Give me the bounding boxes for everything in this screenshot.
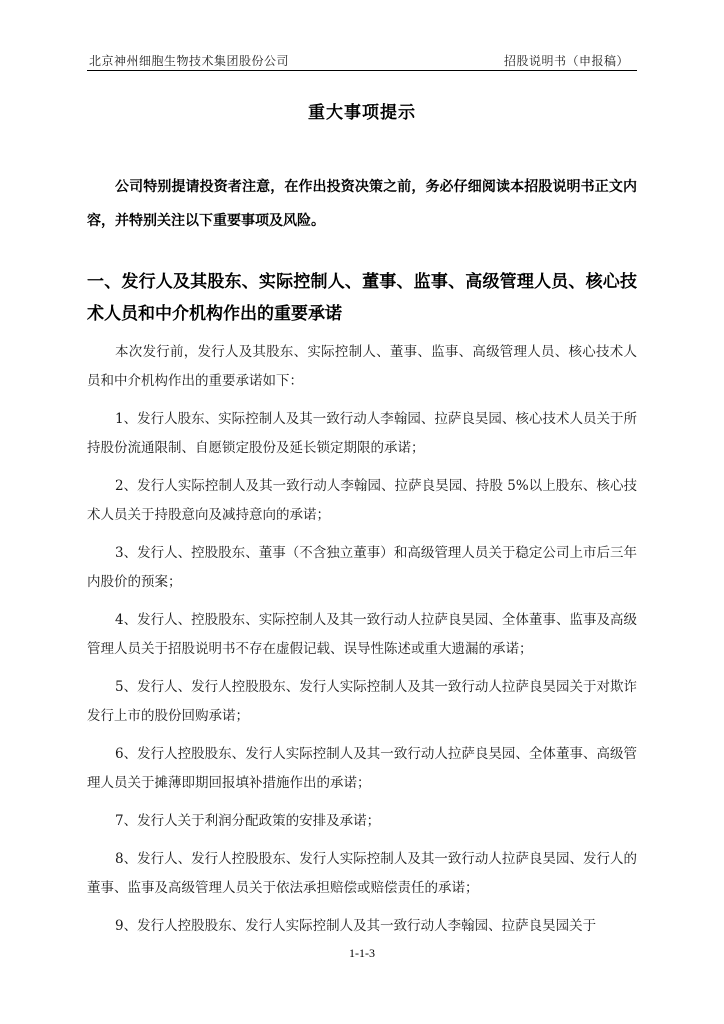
page-title: 重大事项提示 bbox=[308, 103, 416, 123]
list-item: 2、发行人实际控制人及其一致行动人李翰园、拉萨良昊园、持股 5%以上股东、核心技术人员关于持股意向及减持意向的承诺； bbox=[87, 478, 637, 523]
page-number: 1-1-3 bbox=[349, 946, 375, 960]
section-intro-paragraph: 本次发行前，发行人及其股东、实际控制人、董事、监事、高级管理人员、核心技术人员和中介机构作出的重要承诺如下： bbox=[87, 344, 637, 389]
list-item: 4、发行人、控股股东、实际控制人及其一致行动人拉萨良昊园、全体董事、监事及高级管理人员关于招股说明书不存在虚假记载、误导性陈述或重大遗漏的承诺； bbox=[87, 612, 637, 657]
list-item: 9、发行人控股股东、发行人实际控制人及其一致行动人李翰园、拉萨良昊园关于 bbox=[115, 918, 597, 934]
commitments-list bbox=[87, 338, 637, 950]
list-item: 5、发行人、发行人控股股东、发行人实际控制人及其一致行动人拉萨良昊园关于对欺诈发行上市的股份回购承诺； bbox=[87, 679, 637, 724]
list-item: 1、发行人股东、实际控制人及其一致行动人李翰园、拉萨良昊园、核心技术人员关于所持股份流通限制、自愿锁定股份及延长锁定期限的承诺； bbox=[87, 411, 637, 456]
list-item: 3、发行人、控股股东、董事（不含独立董事）和高级管理人员关于稳定公司上市后三年内股价的预案； bbox=[87, 545, 637, 590]
section-heading: 一、发行人及其股东、实际控制人、董事、监事、高级管理人员、核心技术人员和中介机构作出的重要承诺 bbox=[87, 272, 637, 324]
list-item: 7、发行人关于利润分配政策的安排及承诺； bbox=[115, 813, 381, 829]
header-company-name: 北京神州细胞生物技术集团股份公司 bbox=[89, 54, 290, 68]
list-item: 8、发行人、发行人控股股东、发行人实际控制人及其一致行动人拉萨良昊园、发行人的董事、监事及高级管理人员关于依法承担赔偿或赔偿责任的承诺； bbox=[87, 851, 637, 896]
page-header bbox=[87, 52, 637, 71]
list-item: 6、发行人控股股东、发行人实际控制人及其一致行动人拉萨良昊园、全体董事、高级管理人员关于摊薄即期回报填补措施作出的承诺； bbox=[87, 746, 637, 791]
intro-paragraph: 公司特别提请投资者注意，在作出投资决策之前，务必仔细阅读本招股说明书正文内容，并特别关注以下重要事项及风险。 bbox=[87, 179, 637, 229]
header-document-type: 招股说明书（申报稿） bbox=[503, 54, 629, 68]
